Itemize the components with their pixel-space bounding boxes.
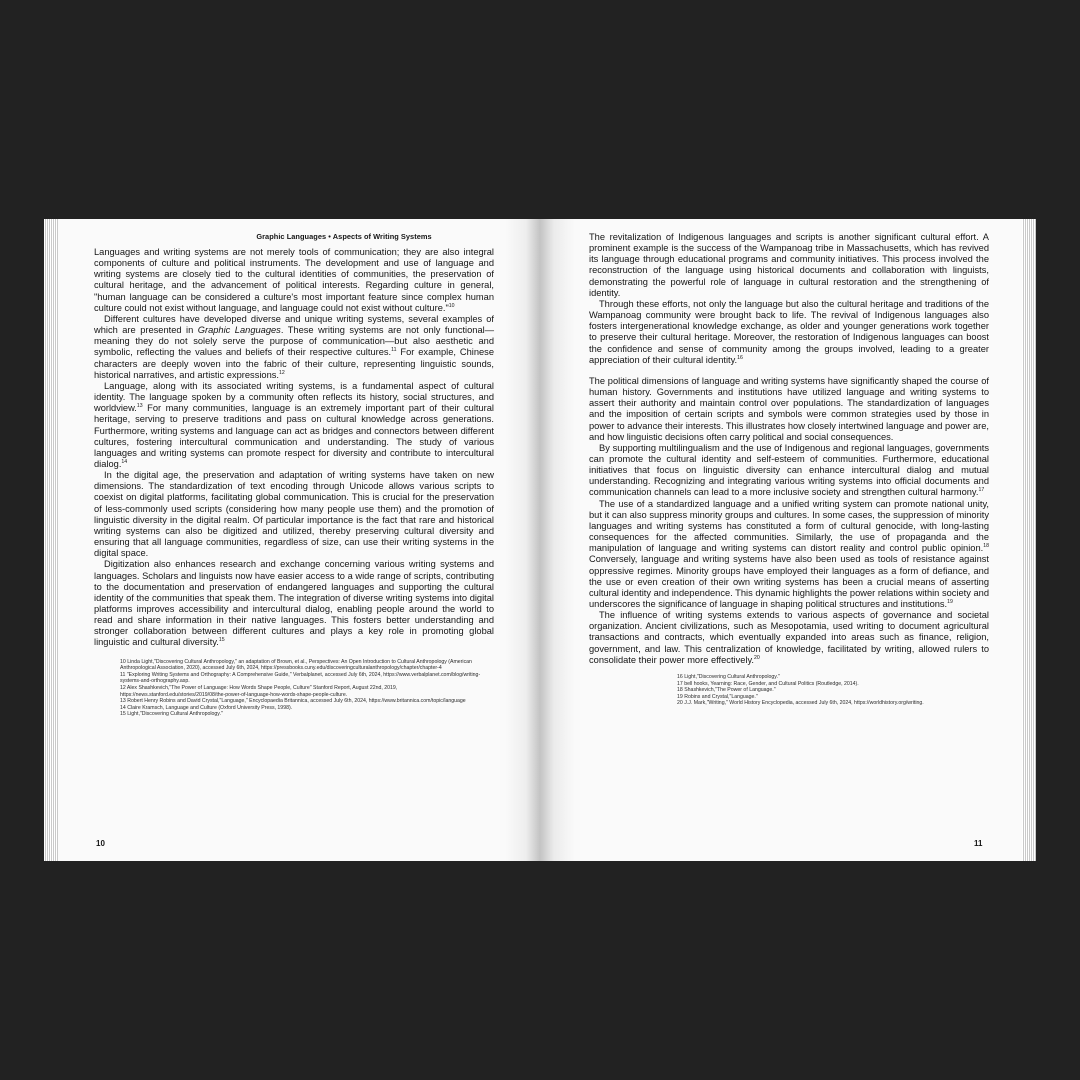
footnote: 13 Robert Henry Robins and David Crystal,"Language," Encyclopaedia Britannica, accessed July 6th, 2024, https://www.britannica.com/topic/language [120,698,466,705]
left-page [94,232,494,718]
footnote: 10 Linda Light,"Discovering Cultural Anthropology," an adaptation of Brown, et al., Perspectives: An Open Introduction to Cultural Anthropology (American Anthropological Association, 2020), accessed July 6th, 2024, https://pressbooks.cuny.edu/discoveringculturalanthropology/chapter/chapter-4 [120,658,472,672]
paragraph: Digitization also enhances research and exchange concerning various writing systems and languages. Scholars and linguists now have easier access to a wide range of scripts, contributing to the documentation and preservation of endangered languages and supporting the cultural identity of the communities that speak them. The integration of diverse writing systems into digital platforms improves accessibility and intercultural dialog, enabling people around the world to read and share information in their native languages. This fosters better understanding and stronger collaboration between different cultures and plays a key role in promoting global linguistic and cultural diversity.$^{15}$ [94,559,494,648]
footnote: 14 Claire Kramsch, Language and Culture (Oxford University Press, 1998). [120,704,293,711]
right-body-text [589,232,989,666]
paragraph: Through these efforts, not only the language but also the cultural heritage and traditions of the Wampanoag community were brought back to life. The revival of Indigenous languages also fosters intergenerational knowledge exchange, as older and younger generations work together to preserve their cultural heritage. Moreover, the restoration of Indigenous languages can boost the confidence and sense of community among the groups involved, leading to a greater appreciation of their cultural identity.$^{16}$ [589,298,989,365]
left-footnotes [120,659,494,718]
paragraph: By supporting multilingualism and the use of Indigenous and regional languages, governments can promote the cultural identity and self-esteem of communities. Furthermore, educational initiatives that focus on linguistic diversity can enhance intercultural dialog and mutual understanding. Recognizing and integrating various writing systems into official documents and communication channels can lead to a more inclusive society and strengthen cultural harmony.$^{17}$ [589,442,989,498]
footnote-ref: 20 [754,654,760,661]
footnote-ref: 12 [278,369,285,376]
right-footnotes [677,674,989,707]
paragraph: In the digital age, the preservation and adaptation of writing systems have taken on new dimensions. The standardization of text encoding through Unicode allows various scripts to coexist on digital platforms, facilitating global communication. This is crucial for the preservation of less-commonly used scripts (considering how many people use them) and the promotion of linguistic diversity in the digital realm. Of particular importance is the fact that rare and historical writing systems can also be digitized and utilized, thereby preserving cultural diversity and ensuring that all language communities, regardless of size, can use their writing systems in the digital space. [94,470,494,559]
paragraph: Language, along with its associated writing systems, is a fundamental aspect of cultural identity. The language spoken by a community often reflects its history, social structures, and worldview.$^{13}$ For many communities, language is an extremely important part of their cultural heritage, serving to preserve traditions and pass on cultural knowledge across generations. Furthermore, writing systems and language can act as bridges and connectors between different cultures, fostering intercultural communication and understanding. The study of various languages and writing systems can promote respect for diversity and contribute to intercultural dialog.$^{14}$ [94,380,494,469]
page-number-left: 10 [96,839,105,848]
footnote-ref: 18 [983,543,989,550]
running-head [194,232,494,241]
footnote: 19 Robins and Crystal,"Language." [677,693,758,700]
footnote-ref: 13 [136,403,143,410]
footnote: 12 Alex Shashkevich,"The Power of Language: How Words Shape People, Culture" Stanford Report, August 22nd, 2019, https://news.stanford.edu/stories/2019/08/the-power-of-language-how-words-shape-people-culture. [120,685,398,698]
paragraph: Different cultures have developed diverse and unique writing systems, several examples of which are presented in Graphic Languages. These writing systems are not only functional—meaning they do not solely serve the purpose of communication—but also aesthetic and symbolic, reflecting the values and beliefs of their respective cultures.$^{11}$ For example, Chinese characters are deeply woven into the fabric of their culture, representing linguistic sounds, historical narratives, and artistic expressions.$^{12}$ [94,313,494,380]
page-edges-left [44,219,58,861]
footnote: 11 "Exploring Writing Systems and Orthography: A Comprehensive Guide," Verbalplanet, accessed July 6th, 2024, https://www.verbalplanet.com/blog/writing-systems-and-orthography.asp. [120,671,481,685]
paragraph: The use of a standardized language and a unified writing system can promote national unity, but it can also suppress minority groups and cultures. In some cases, the suppression of minority languages and writing systems has constituted a form of cultural genocide, with long-lasting consequences for the affected communities. Similarly, the use of propaganda and the manipulation of language and writing systems can distort reality and control public opinion.$^{18}$ Conversely, language and writing systems have also been used as tools of resistance against oppressive regimes. Minority groups have employed their languages as a form of defiance, and the use or even creation of their own writing systems has been a crucial means of asserting cultural identity and independence. This dynamic highlights the power relations within society and underscores the significance of language in shaping political structures and institutions.$^{19}$ [589,498,989,609]
footnote: 17 bell hooks, Yearning: Race, Gender, and Cultural Politics (Routledge, 2014). [677,680,859,687]
chapter-title: Aspects of Writing Systems [332,232,432,241]
footnote: 15 Light,"Discovering Cultural Anthropology." [120,711,223,718]
footnote-ref: 10 [448,302,455,309]
italic-book-title: Graphic Languages [197,325,281,336]
footnote-ref: 19 [947,598,953,605]
footnote-ref: 14 [121,458,128,465]
right-page [589,232,989,707]
footnote-ref: 17 [978,487,985,494]
footnote-ref: 11 [391,347,397,354]
paragraph: Languages and writing systems are not merely tools of communication; they are also integral components of culture and political instruments. The development and use of language and writing systems are closely tied to the cultural identities of communities, the preservation of cultural heritage, and the advancement of political interests. Regarding culture in general, "human language can be considered a culture's most important feature since complex human culture could not exist without language, and language could not exist without culture."$^{10}$ [94,247,494,313]
page-number-right: 11 [974,839,983,848]
book-title: Graphic Languages [256,232,327,241]
header-separator: • [328,232,331,241]
footnote-ref: 15 [218,637,225,644]
footnote: 16 Light,"Discovering Cultural Anthropology." [677,673,780,680]
left-body-text [94,247,494,649]
footnote: 20 J.J. Mark,"Writing," World History Encyclopedia, accessed July 6th, 2024, https://worldhistory.org/writing. [677,700,924,707]
footnote: 18 Shashkevich,"The Power of Language." [677,687,776,694]
page-edges-right [1022,219,1036,861]
paragraph: The political dimensions of language and writing systems have significantly shaped the course of human history. Governments and institutions have utilized language and writing systems to assert their authority and maintain control over populations. The standardization of languages and the imposition of certain scripts and symbols were common strategies used by those in power to advance their interests. This illustrates how closely intertwined language and power are, and how linguistic decisions often carry political and social consequences. [589,375,989,442]
paragraph: The influence of writing systems extends to various aspects of governance and societal organization. Ancient civilizations, such as Mesopotamia, used writing to document agricultural transactions and contracts, which eventually expanded into areas such as finance, religion, government, and law. This centralization of knowledge, facilitated by writing, allowed rulers to consolidate their power more effectively.$^{20}$ [589,610,989,665]
footnote-ref: 16 [737,354,743,361]
paragraph: The revitalization of Indigenous languages and scripts is another significant cultural effort. A prominent example is the success of the Wampanoag tribe in Massachusetts, which has revived its language through educational programs and community initiatives. This process involved the reconstruction of the language using historical documents and collaboration with linguists, demonstrating the powerful role of language in cultural restoration and the strengthening of identity. [589,232,989,298]
